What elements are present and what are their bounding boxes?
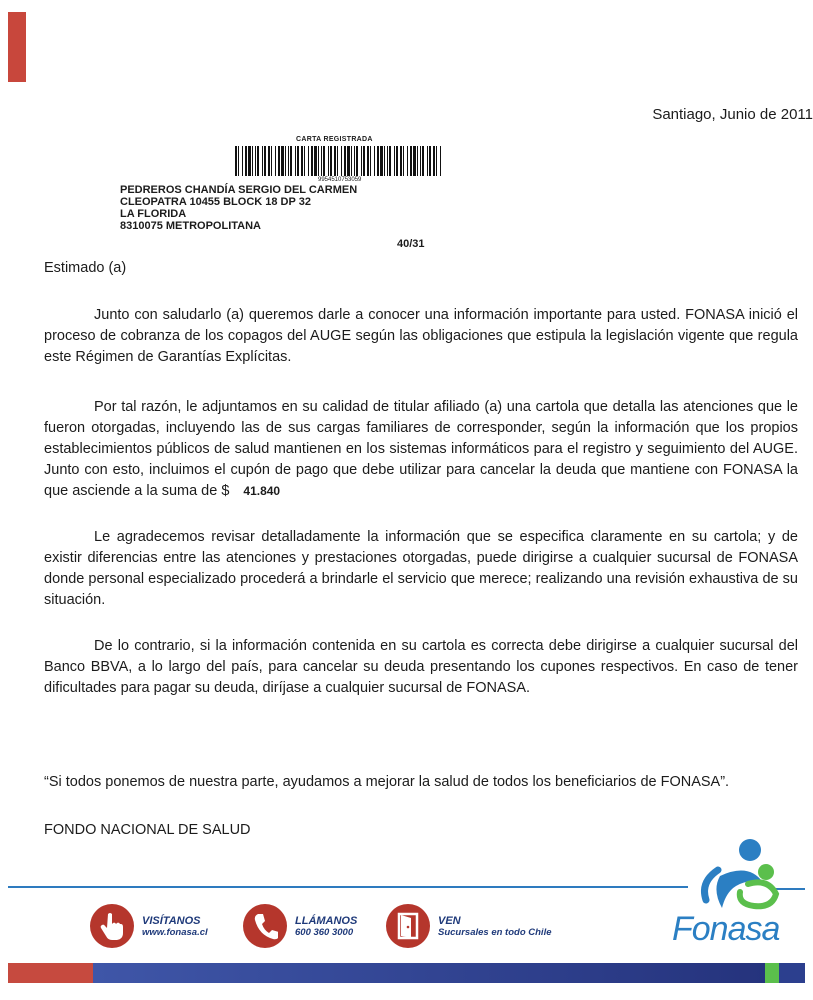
call-us <box>243 904 357 948</box>
recipient-postal-region: 8310075 METROPOLITANA <box>120 220 262 232</box>
recipient-commune: LA FLORIDA <box>120 208 187 220</box>
call-title: LLÁMANOS <box>295 914 358 927</box>
branch-subtitle: Sucursales en todo Chile <box>438 926 552 938</box>
visit-url: www.fonasa.cl <box>142 926 208 938</box>
paragraph-1: Junto con saludarlo (a) queremos darle a conocer una información importante para usted. FONASA inició el proceso de cobranza de los copagos del AUGE según las obligaciones que estipula la legislación vigente que regula este Régimen de Garantías Explícitas. <box>44 307 798 365</box>
phone-icon <box>243 904 287 948</box>
visit-branch <box>386 904 552 948</box>
letter-date: Santiago, Junio de 2011 <box>652 106 813 123</box>
fonasa-logo-text: Fonasa <box>672 910 780 948</box>
call-number: 600 360 3000 <box>295 926 354 938</box>
footer-divider <box>8 886 688 888</box>
pointer-hand-icon <box>90 904 134 948</box>
reference-code: 40/31 <box>397 238 425 250</box>
debt-amount: 41.840 <box>243 484 281 498</box>
paragraph-2 <box>44 397 798 502</box>
barcode <box>235 146 445 176</box>
visit-website <box>90 904 208 948</box>
paragraph-2-text: Por tal razón, le adjuntamos en su calidad de titular afiliado (a) una cartola que detalla las atenciones que le fueron otorgadas, incluyendo las de sus cargas familiares de corresponder, según la información que los propios establecimientos públicos de salud mantienen en los sistemas informáticos para el registro y seguimiento del AUGE. Junto con esto, incluimos el cupón de pago que debe utilizar para cancelar la deuda que mantiene con FONASA la que asciende a la suma de $ <box>44 399 798 499</box>
registered-mail-label: CARTA REGISTRADA <box>296 136 373 143</box>
recipient-address <box>120 184 357 232</box>
recipient-street: CLEOPATRA 10455 BLOCK 18 DP 32 <box>120 196 311 208</box>
top-red-bar <box>8 12 26 82</box>
bottom-color-bar <box>8 963 805 983</box>
paragraph-3: Le agradecemos revisar detalladamente la información que se especifica claramente en su cartola; y de existir diferencias entre las atenciones y prestaciones otorgadas, puede dirigirse a cualquier sucursal de FONASA donde personal especializado procederá a brindarle el servicio que merece; realizando una revisión exhaustiva de su situación. <box>44 529 798 608</box>
paragraph-4: De lo contrario, si la información contenida en su cartola es correcta debe dirigirse a cualquier sucursal del Banco BBVA, a lo largo del país, para cancelar su deuda presentando los cupones respectivos. En caso de tener dificultades para pagar su deuda, diríjase a cualquier sucursal de FONASA. <box>44 638 798 696</box>
branch-title: VEN <box>438 914 461 927</box>
greeting: Estimado (a) <box>44 260 127 276</box>
barcode-number: 9954510753059 <box>318 177 362 183</box>
recipient-name: PEDREROS CHANDÍA SERGIO DEL CARMEN <box>120 184 358 196</box>
signature: FONDO NACIONAL DE SALUD <box>44 822 251 838</box>
visit-title: VISÍTANOS <box>142 914 201 927</box>
closing-quote: “Si todos ponemos de nuestra parte, ayudamos a mejorar la salud de todos los beneficiarios de FONASA”. <box>44 774 730 790</box>
door-icon <box>386 904 430 948</box>
